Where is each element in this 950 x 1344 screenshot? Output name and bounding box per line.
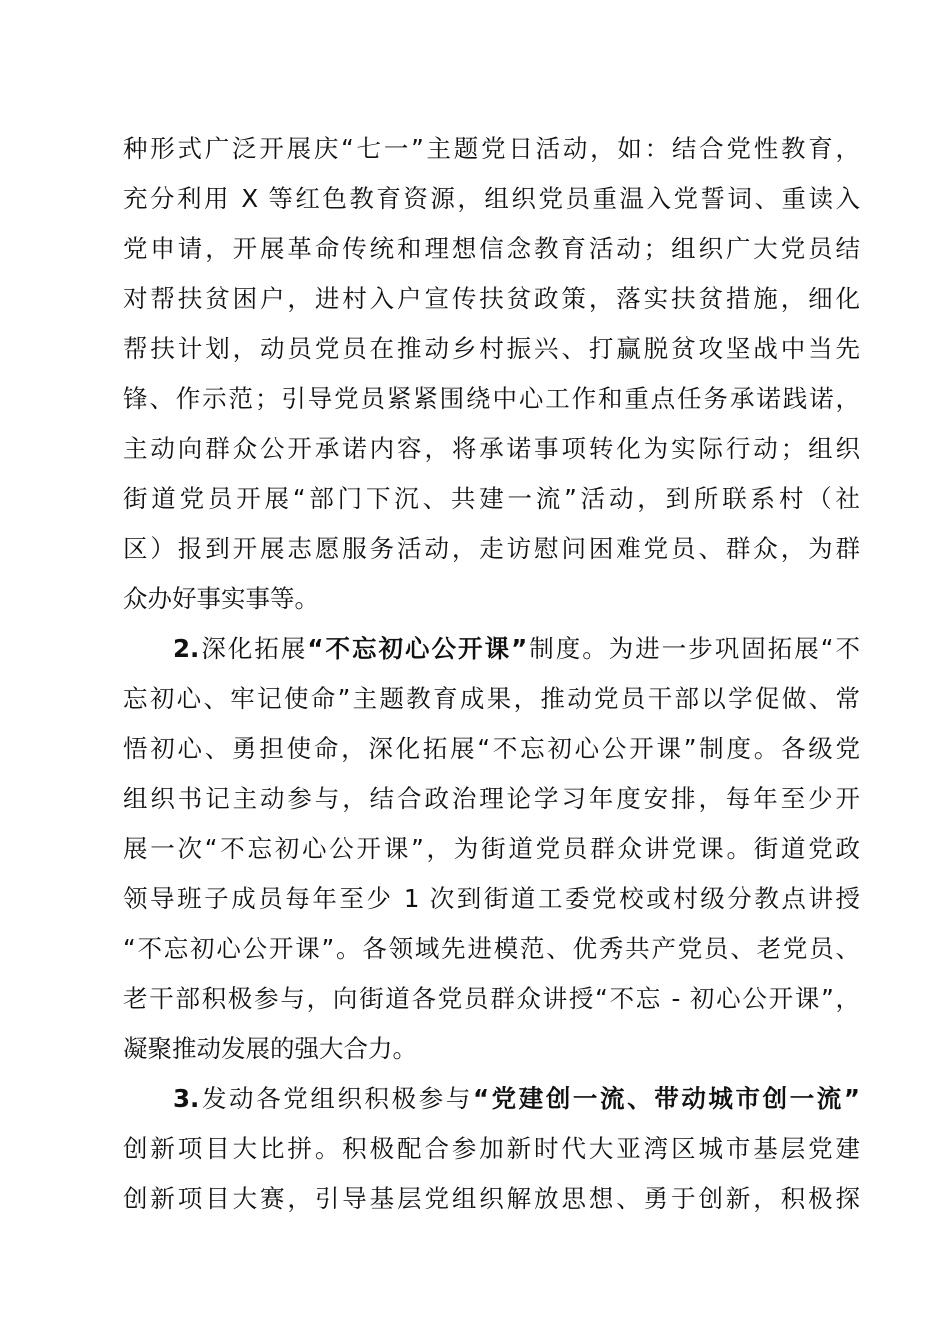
section-number: 3. xyxy=(173,1084,200,1113)
text-line: 对帮扶贫困户，进村入户宣传扶贫政策，落实扶贫措施，细化 xyxy=(123,284,860,313)
text-line: 组织书记主动参与，结合政治理论学习年度安排，每年至少开 xyxy=(123,784,860,813)
text-line: 帮扶计划，动员党员在推动乡村振兴、打赢脱贫攻坚战中当先 xyxy=(123,334,860,363)
heading-text: 制度。为进一步巩固拓展“不 xyxy=(527,634,860,663)
section-number: 2. xyxy=(173,634,200,663)
heading-text: 发动各党组织积极参与 xyxy=(199,1084,473,1113)
paragraph-heading-line xyxy=(123,624,860,674)
text-line: 凝聚推动发展的强大合力。 xyxy=(123,1034,417,1063)
text-line: “不忘初心公开课”。各领域先进模范、优秀共产党员、老党员、 xyxy=(123,934,860,963)
text-line: 充分利用 X 等红色教育资源，组织党员重温入党誓词、重读入 xyxy=(123,184,860,213)
text-line: 展一次“不忘初心公开课”，为街道党员群众讲党课。街道党政 xyxy=(123,834,860,863)
text-line: 街道党员开展“部门下沉、共建一流”活动，到所联系村（社 xyxy=(123,484,860,513)
text-line: 主动向群众公开承诺内容，将承诺事项转化为实际行动；组织 xyxy=(123,434,860,463)
text-line: 领导班子成员每年至少 1 次到街道工委党校或村级分教点讲授 xyxy=(123,884,860,913)
text-line: 忘初心、牢记使命”主题教育成果，推动党员干部以学促做、常 xyxy=(123,684,860,713)
text-line: 创新项目大赛，引导基层党组织解放思想、勇于创新，积极探 xyxy=(123,1184,860,1213)
heading-emphasis: “党建创一流、带动城市创一流” xyxy=(472,1084,861,1113)
text-line: 锋、作示范；引导党员紧紧围绕中心工作和重点任务承诺践诺， xyxy=(123,384,860,413)
paragraph-heading-line xyxy=(123,1074,860,1124)
text-line: 悟初心、勇担使命，深化拓展“不忘初心公开课”制度。各级党 xyxy=(123,734,860,763)
paragraph-1 xyxy=(123,124,860,624)
text-line: 种形式广泛开展庆“七一”主题党日活动，如：结合党性教育， xyxy=(123,134,860,163)
paragraph-3 xyxy=(123,1074,860,1224)
text-line: 党申请，开展革命传统和理想信念教育活动；组织广大党员结 xyxy=(123,234,860,263)
heading-emphasis: “不忘初心公开课” xyxy=(307,634,528,663)
text-line: 众办好事实事等。 xyxy=(123,584,319,613)
text-line: 区）报到开展志愿服务活动，走访慰问困难党员、群众，为群 xyxy=(123,534,860,563)
heading-text: 深化拓展 xyxy=(199,634,308,663)
text-line: 老干部积极参与，向街道各党员群众讲授“不忘 - 初心公开课”， xyxy=(123,984,860,1013)
text-line: 创新项目大比拼。积极配合参加新时代大亚湾区城市基层党建 xyxy=(123,1134,860,1163)
paragraph-2 xyxy=(123,624,860,1074)
